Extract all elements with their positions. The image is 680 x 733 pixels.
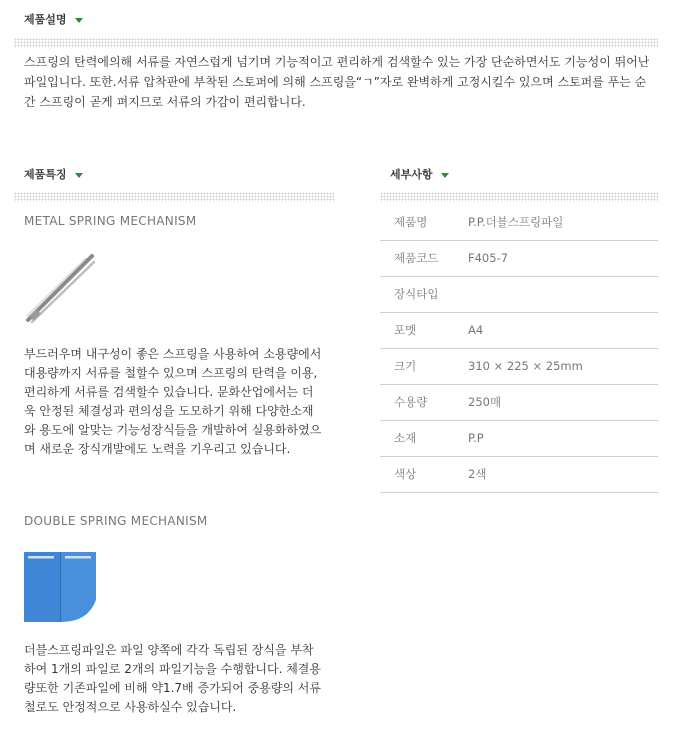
double-mechanism-title: DOUBLE SPRING MECHANISM: [24, 514, 208, 528]
metal-spring-image: [24, 252, 96, 326]
spec-value: P.P.더블스프링파일: [468, 214, 564, 229]
table-row: [380, 384, 658, 420]
table-row: [380, 312, 658, 348]
divider: [14, 38, 658, 48]
chevron-down-icon: [75, 173, 83, 178]
blue-file-icon: [24, 550, 96, 622]
chevron-down-icon: [441, 173, 449, 178]
spec-key: 제품코드: [394, 251, 439, 265]
table-row: [380, 420, 658, 456]
chevron-down-icon: [75, 18, 83, 23]
spec-key: 소재: [394, 431, 417, 445]
metal-spring-icon: [24, 252, 96, 326]
spec-key: 색상: [394, 467, 417, 481]
spec-key: 장식타입: [394, 287, 439, 301]
table-row: [380, 456, 658, 492]
spec-value: P.P: [468, 431, 484, 445]
spec-value: 250매: [468, 395, 502, 409]
metal-mechanism-text: 부드러우며 내구성이 좋은 스프링을 사용하여 소용량에서 대용량까지 서류를 철할수 있으며 스프링의 탄력을 이용, 편리하게 서류를 검색할수 있습니다. 문화산업에서는 더욱 안정된 체결성과 편의성을 도모하기 위해 다양한소재와 용도에 알맞는 기능성장식들을 개발하여 실용화하였으며 새로운 장식개발에도 노력을 기우리고 있습니다.: [24, 347, 322, 456]
spec-value: [468, 276, 658, 312]
table-row: [380, 204, 658, 240]
double-spring-file-image: [24, 550, 96, 622]
divider: [14, 192, 334, 202]
product-desc-title: 제품설명: [24, 11, 83, 27]
spec-table: [380, 204, 658, 493]
table-row: [380, 240, 658, 276]
spec-key: 포멧: [394, 323, 417, 337]
details-title: 세부사항: [390, 166, 449, 182]
spec-value: 310 × 225 × 25mm: [468, 359, 583, 373]
features-title: 제품특징: [24, 166, 83, 182]
table-row: [380, 348, 658, 384]
spec-value: F405-7: [468, 251, 509, 265]
table-row: [380, 276, 658, 312]
spec-key: 수용량: [394, 395, 428, 409]
double-mechanism-text: 더블스프링파일은 파일 양쪽에 각각 독립된 장식을 부착하여 1개의 파일로 2개의 파일기능을 수행합니다. 체결용량또한 기존파일에 비해 약1.7배 증가되어 중용량의 서류철로도 안정적으로 사용하실수 있습니다.: [24, 643, 321, 714]
divider: [380, 192, 658, 202]
product-description: 스프링의 탄력에의해 서류를 자연스럽게 넘기며 기능적이고 편리하게 검색할수 있는 가장 단순하면서도 기능성이 뛰어난 파일입니다. 또한.서류 압착판에 부착된 스토퍼에 의해 스프링을“ㄱ”자로 완벽하게 고정시킬수 있으며 스토퍼를 푸는 순간 스프링이 곧게 펴지므로 서류의 가감이 편리합니다.: [24, 55, 650, 109]
spec-key: 크기: [394, 359, 417, 373]
spec-key: 제품명: [394, 214, 428, 229]
metal-mechanism-title: METAL SPRING MECHANISM: [24, 214, 197, 228]
spec-value: 2색: [468, 467, 487, 481]
spec-value: A4: [468, 323, 484, 337]
